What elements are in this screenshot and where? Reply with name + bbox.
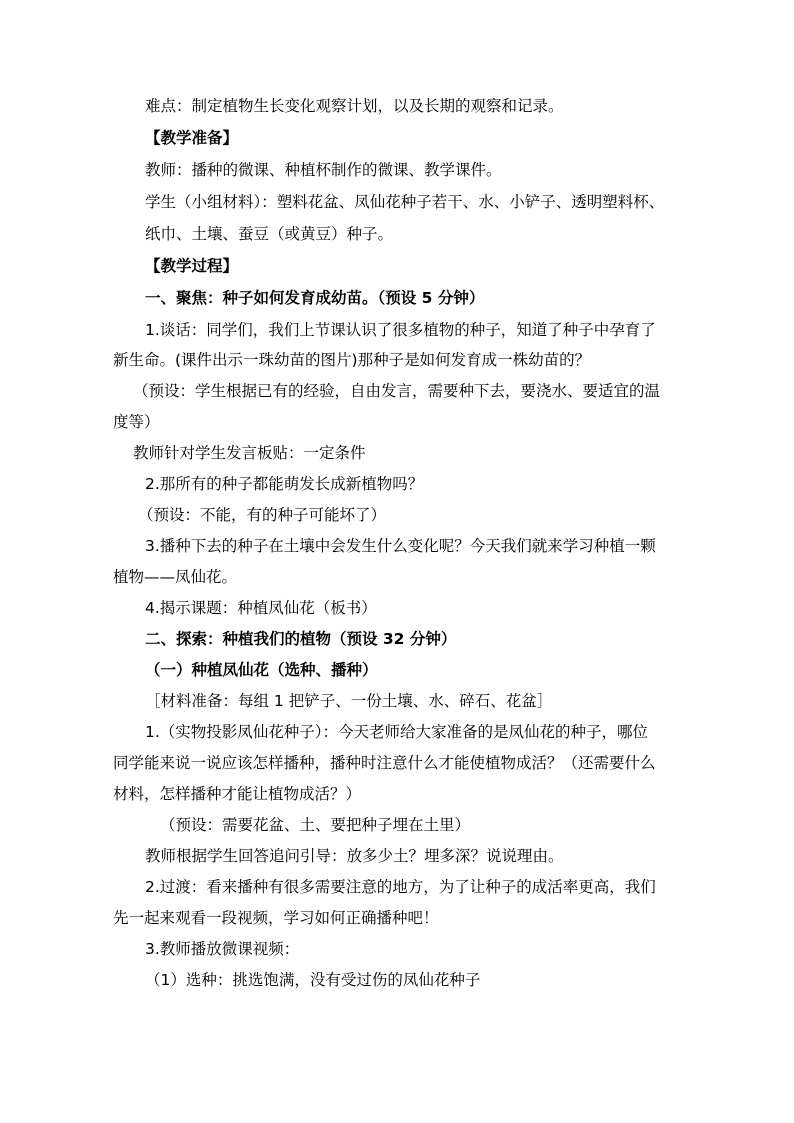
teacher-materials-line: 教师：播种的微课、种植杯制作的微课、教学课件。 bbox=[145, 161, 502, 179]
paragraph-line: （预设：不能，有的种子可能坏了） bbox=[138, 506, 387, 524]
paragraph-line: 2.过渡：看来播种有很多需要注意的地方，为了让种子的成活率更高，我们 bbox=[145, 878, 656, 896]
section-heading-preparation: 【教学准备】 bbox=[145, 129, 239, 147]
paragraph-line: ［材料准备：每组 1 把铲子、一份土壤、水、碎石、花盆］ bbox=[145, 692, 553, 710]
paragraph-line: 教师针对学生发言板贴：一定条件 bbox=[133, 444, 366, 462]
paragraph-line: 1.谈话：同学们，我们上节课认识了很多植物的种子，知道了种子中孕育了 bbox=[145, 321, 656, 339]
part-one-heading: 一、聚焦：种子如何发育成幼苗。（预设 5 分钟） bbox=[145, 289, 485, 307]
paragraph-line: （预设：需要花盆、土、要把种子埋在土里） bbox=[160, 816, 471, 834]
paragraph-line: 同学能来说一说应该怎样播种，播种时注意什么才能使植物成活？（还需要什么 bbox=[113, 754, 656, 772]
paragraph-line: 3.教师播放微课视频： bbox=[145, 940, 300, 958]
paragraph-line: 度等） bbox=[113, 413, 160, 431]
paragraph-line: 3.播种下去的种子在土壤中会发生什么变化呢？今天我们就来学习种植一颗 bbox=[145, 537, 656, 555]
section-heading-process: 【教学过程】 bbox=[145, 257, 239, 275]
paragraph-line: （1）选种：挑选饱满，没有受过伤的凤仙花种子 bbox=[145, 971, 481, 989]
paragraph-line: 先一起来观看一段视频，学习如何正确播种吧！ bbox=[113, 909, 439, 927]
paragraph-line: 教师根据学生回答追问引导：放多少土？埋多深？说说理由。 bbox=[145, 847, 564, 865]
student-materials-line: 学生（小组材料）：塑料花盆、凤仙花种子若干、水、小铲子、透明塑料杯、 bbox=[145, 193, 665, 211]
paragraph-line: 2.那所有的种子都能萌发长成新植物吗？ bbox=[145, 475, 424, 493]
student-materials-line-cont: 纸巾、土壤、蚕豆（或黄豆）种子。 bbox=[145, 225, 394, 243]
part-two-heading: 二、探索：种植我们的植物（预设 32 分钟） bbox=[145, 630, 457, 648]
subsection-heading: （一）种植凤仙花（选种、播种） bbox=[145, 661, 378, 679]
paragraph-line: （预设：学生根据已有的经验，自由发言，需要种下去，要浇水、要适宜的温 bbox=[133, 382, 661, 400]
paragraph-line: 植物——凤仙花。 bbox=[113, 568, 238, 586]
difficulty-line: 难点：制定植物生长变化观察计划，以及长期的观察和记录。 bbox=[145, 97, 564, 115]
paragraph-line: 材料，怎样播种才能让植物成活？） bbox=[113, 785, 362, 803]
paragraph-line: 1.（实物投影凤仙花种子）：今天老师给大家准备的是凤仙花的种子，哪位 bbox=[145, 723, 649, 741]
paragraph-line: 新生命。(课件出示一珠幼苗的图片)那种子是如何发育成一株幼苗的？ bbox=[113, 351, 591, 369]
paragraph-line: 4.揭示课题：种植凤仙花（板书） bbox=[145, 599, 377, 617]
